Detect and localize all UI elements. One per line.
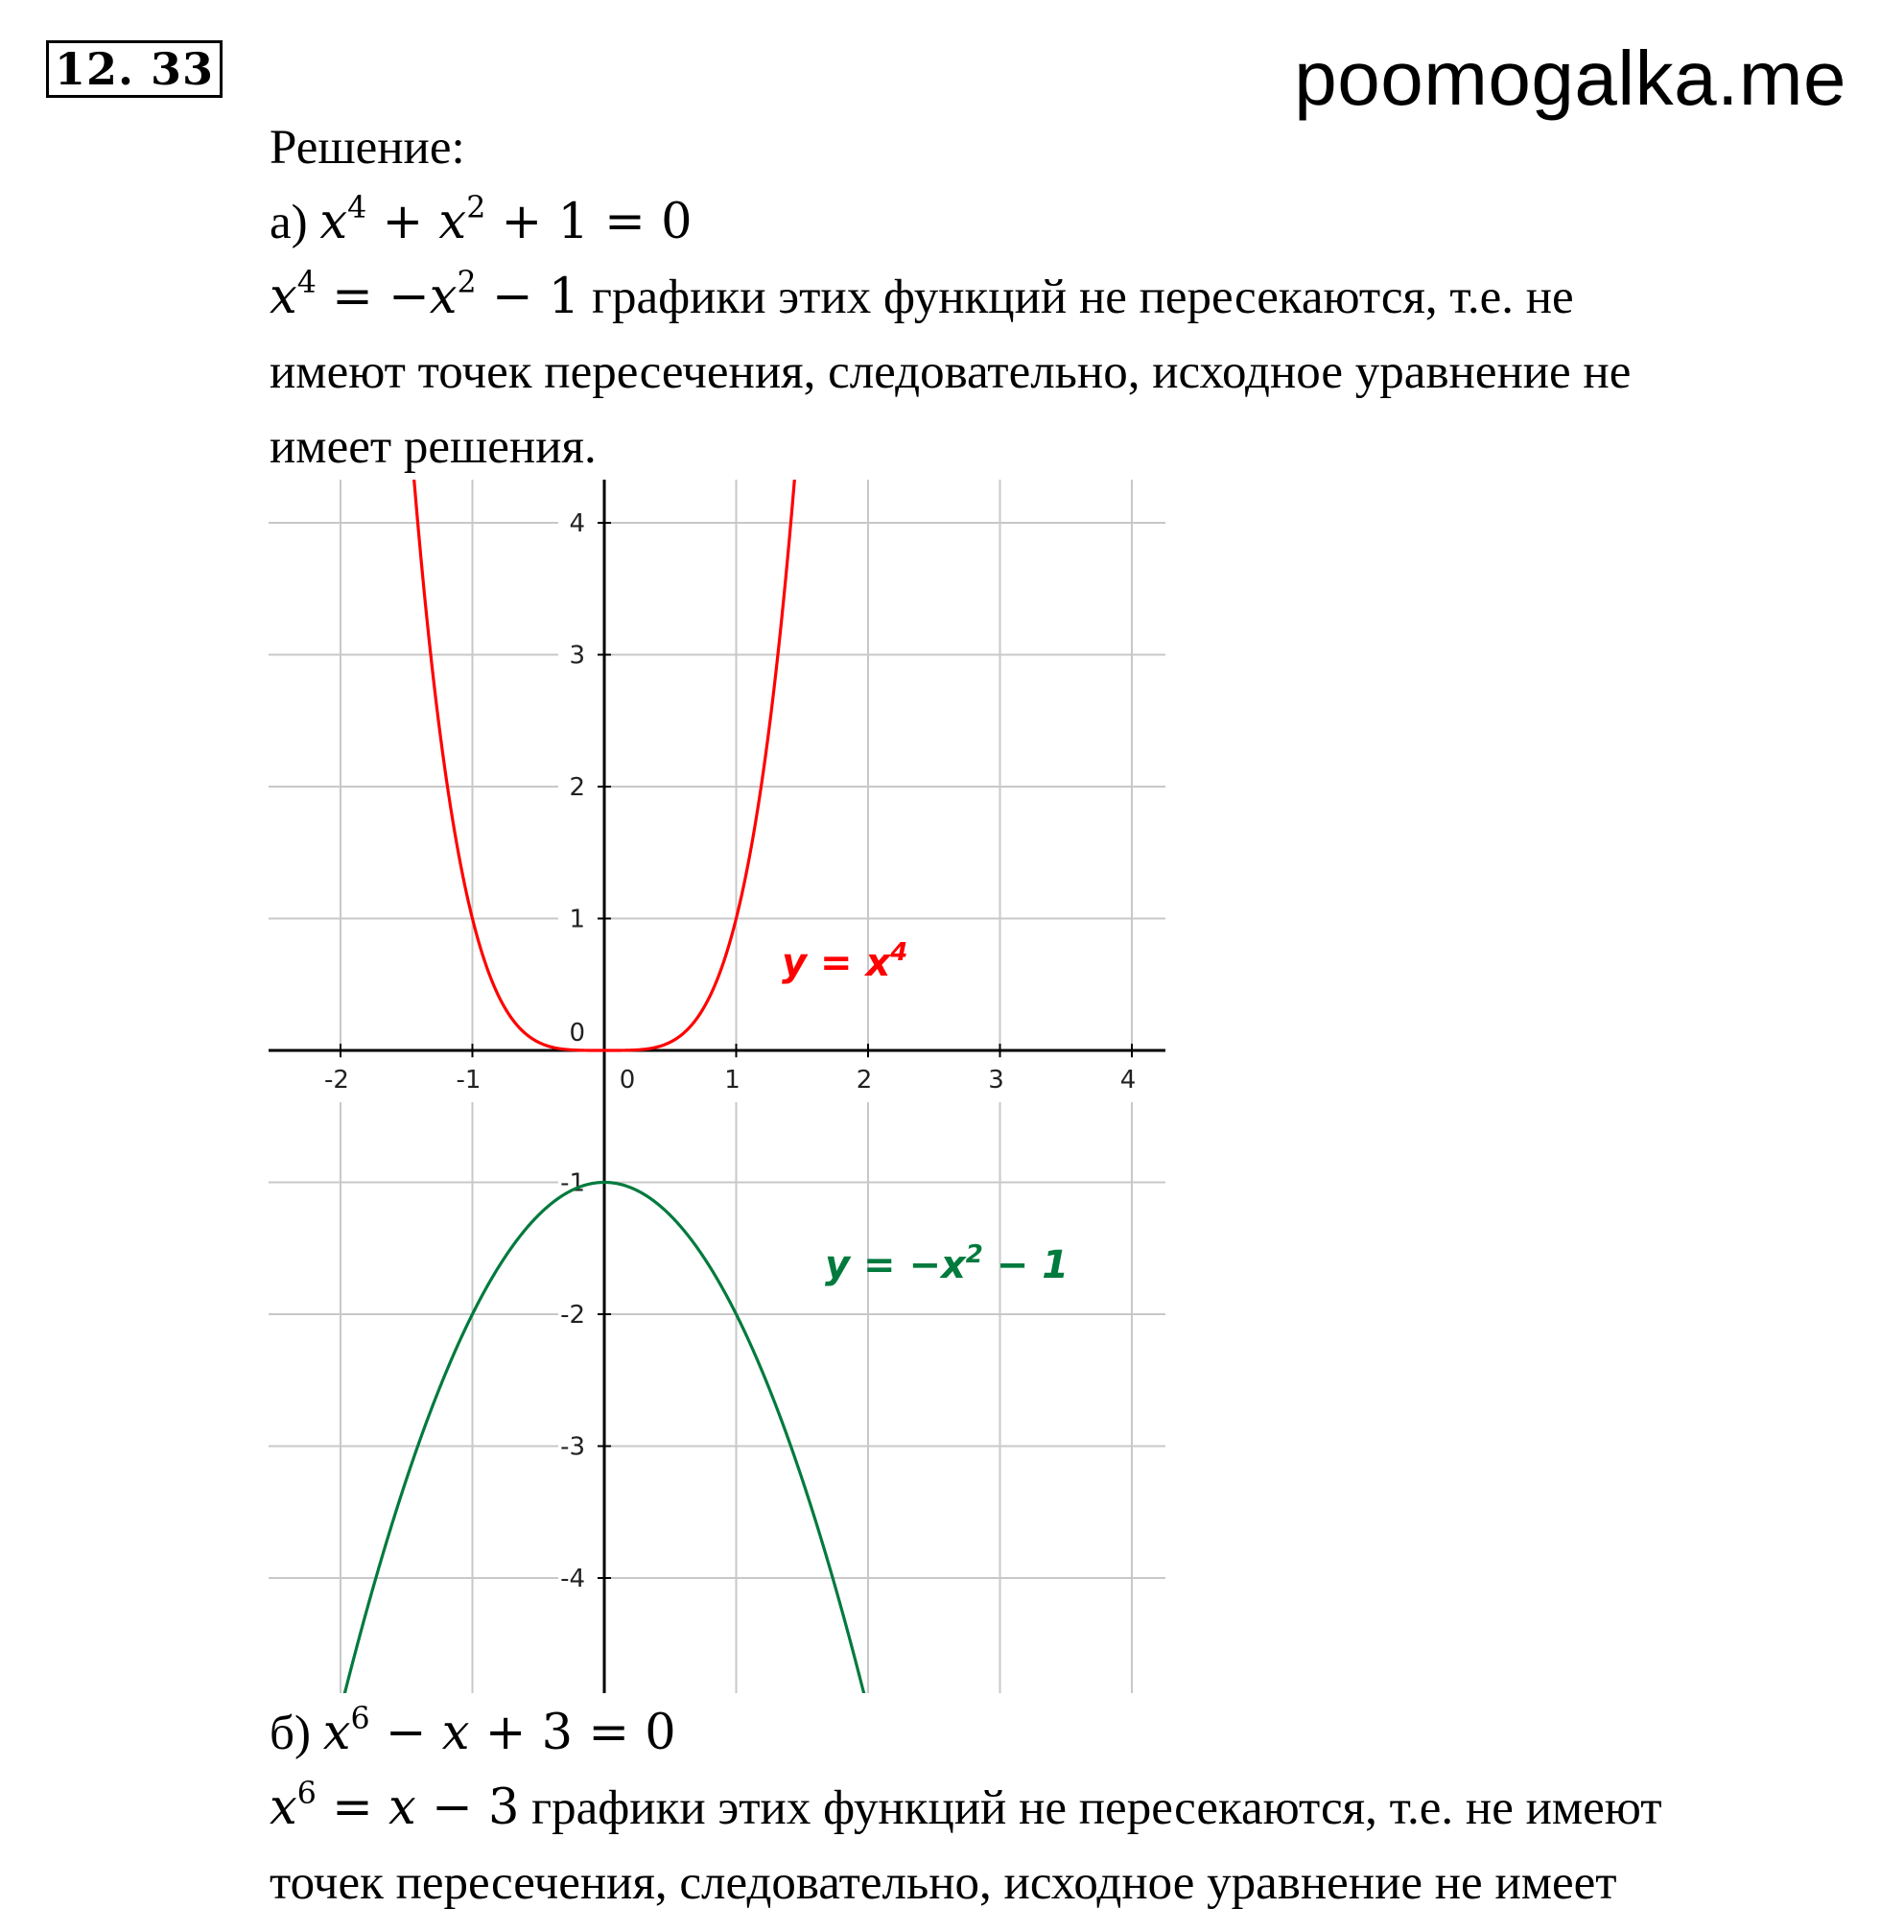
series-label-x4: $y = x^4$ xyxy=(782,938,908,985)
part-a-text-line1 xyxy=(270,260,1862,335)
y-tick-label: 1 xyxy=(569,905,585,934)
y-tick-label: -2 xyxy=(560,1301,585,1330)
x-tick-label: -1 xyxy=(456,1066,482,1095)
y-tick-label: -4 xyxy=(560,1565,585,1593)
x-tick-label: 0 xyxy=(619,1066,636,1095)
x-tick-label: 4 xyxy=(1119,1066,1137,1095)
solution-label: Решение: xyxy=(270,121,465,175)
problem-number: 12. 33 xyxy=(46,40,223,98)
part-b-equation-line xyxy=(270,1696,1862,1771)
y-tick-label: -1 xyxy=(560,1168,585,1198)
part-b-section xyxy=(270,1696,1862,1920)
part-a-explanation-3: имеет решения. xyxy=(270,420,597,474)
y-tick-label: -3 xyxy=(560,1432,585,1462)
site-watermark: poomogalka.me xyxy=(1294,35,1846,121)
x-tick-label: -2 xyxy=(324,1066,349,1095)
series-label-neg-x2-minus-1: $y = -x^2 - 1$ xyxy=(825,1240,1070,1287)
x-tick-label-band xyxy=(269,1058,1165,1102)
x-tick-label: 3 xyxy=(988,1066,1004,1095)
part-b-explanation-2: точек пересечения, следовательно, исходное уравнение не имеет xyxy=(270,1856,1617,1910)
y-tick-label: 3 xyxy=(569,641,585,671)
part-b-equation: $x^6 - x + 3 = 0$ xyxy=(322,1702,676,1761)
part-a-equation-line xyxy=(270,185,1862,260)
part-a-label: а) xyxy=(270,196,308,249)
part-b-text-line1 xyxy=(270,1771,1862,1846)
part-a-explanation-2: имеют точек пересечения, следовательно, исходное уравнение не xyxy=(270,345,1632,399)
function-graph xyxy=(269,480,1165,1693)
x-tick-label: 2 xyxy=(856,1066,873,1095)
part-a-explanation-1: графики этих функций не пересекаются, т.е. не xyxy=(592,271,1574,324)
x-tick-label: 1 xyxy=(724,1066,740,1095)
y-tick-label: 0 xyxy=(569,1019,585,1048)
part-a-rewritten: $x^4 = -x^2 - 1$ xyxy=(270,266,580,325)
part-b-rewritten: $x^6 = x - 3$ xyxy=(270,1777,520,1836)
part-a-equation: $x^4 + x^2 + 1 = 0$ xyxy=(319,191,693,250)
y-tick-label: 2 xyxy=(569,773,585,802)
y-tick-label: 4 xyxy=(569,509,585,538)
part-b-label: б) xyxy=(270,1707,311,1760)
part-b-explanation-1: графики этих функций не пересекаются, т.е. не имеют xyxy=(531,1781,1662,1835)
part-a-section xyxy=(270,110,1862,484)
